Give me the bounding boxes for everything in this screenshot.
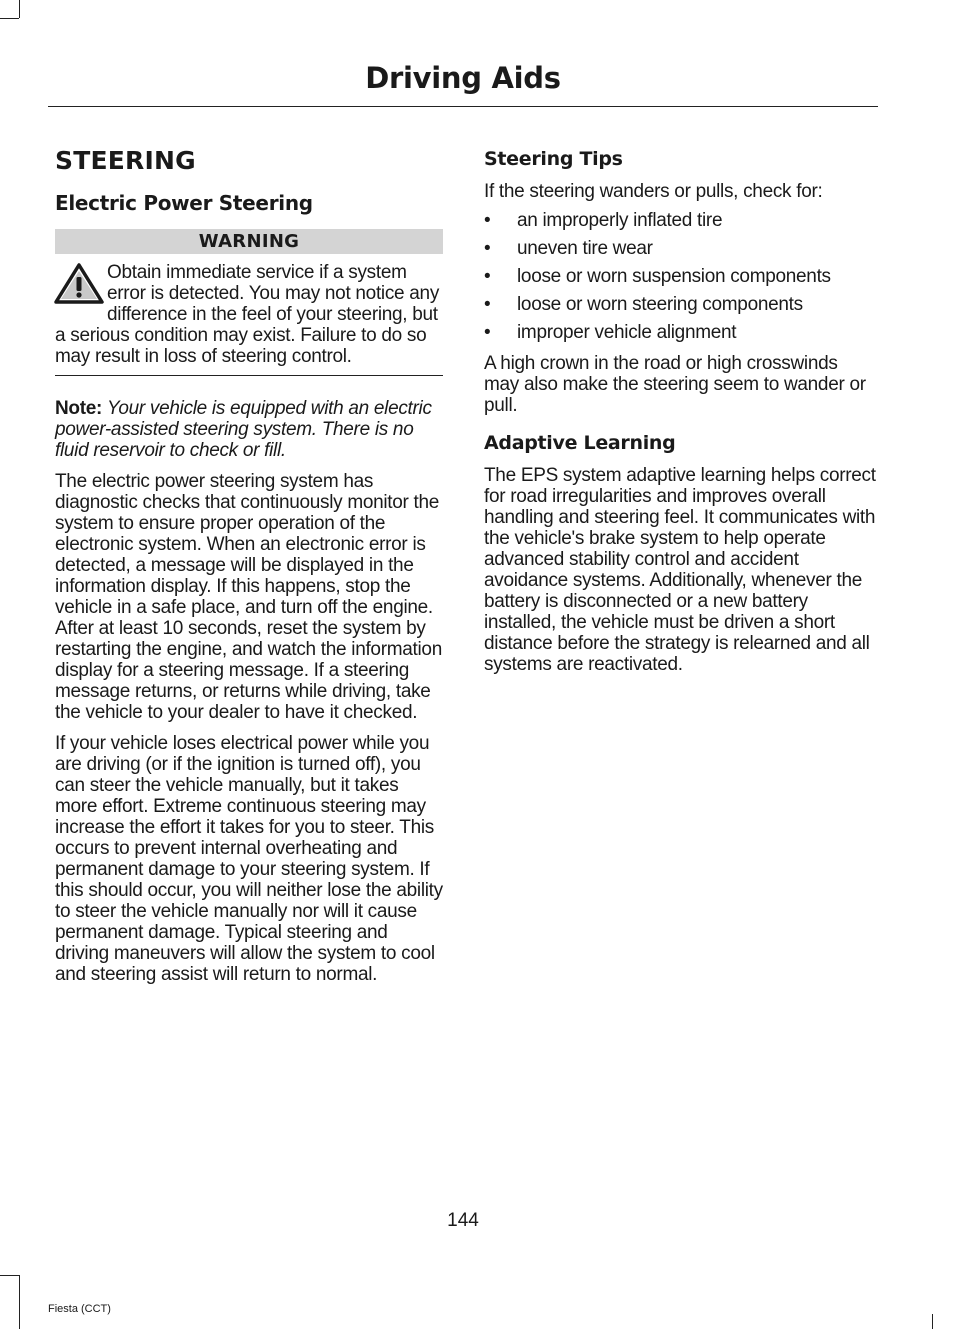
body-paragraph: If your vehicle loses electrical power while you are driving (or if the ignition is turned off), you can steer the vehicle manually, but it takes more effort. Extreme continuous steering may increase the effort it takes for you to steer. This occurs to prevent internal overheating and permanent damage to your steering system. If this should occur, you will neither lose the ability to steer the vehicle manually nor will it cause permanent damage. Typical steering and driving maneuvers will allow the system to cool and steering assist will return to normal. xyxy=(55,733,443,985)
warning-triangle-icon xyxy=(53,262,105,306)
warning-label: WARNING xyxy=(55,229,443,254)
subsection-title: Adaptive Learning xyxy=(484,432,676,454)
list-item xyxy=(484,238,876,259)
bullet: • xyxy=(484,266,491,287)
body-paragraph: A high crown in the road or high crosswinds may also make the steering seem to wander or pull. xyxy=(484,353,866,416)
bullet: • xyxy=(484,238,491,259)
list-item xyxy=(484,322,876,343)
bullet: • xyxy=(484,210,491,231)
list-item xyxy=(484,266,876,287)
divider xyxy=(55,375,443,376)
page-number: 144 xyxy=(447,1210,479,1231)
note-text: Your vehicle is equipped with an electric power-assisted steering system. There is no fluid reservoir to check or fill. xyxy=(55,398,432,461)
left-column xyxy=(55,140,443,995)
bullet: • xyxy=(484,294,491,315)
note-label: Note: xyxy=(55,398,103,419)
warning-box xyxy=(55,254,443,367)
crop-mark xyxy=(0,1275,19,1276)
note-paragraph xyxy=(55,398,443,461)
crop-mark xyxy=(0,18,19,19)
section-title: STEERING xyxy=(55,146,196,175)
list-item-text: uneven tire wear xyxy=(517,238,653,259)
tips-intro: If the steering wanders or pulls, check for: xyxy=(484,181,823,202)
list-item-text: an improperly inflated tire xyxy=(517,210,723,231)
bullet: • xyxy=(484,322,491,343)
page-title: Driving Aids xyxy=(365,61,561,95)
page-header xyxy=(48,58,878,107)
tips-list xyxy=(484,210,876,343)
body-paragraph: The EPS system adaptive learning helps correct for road irregularities and improves overall handling and steering feel. It communicates with the vehicle's brake system to help operate advanced stability control and accident avoidance systems. Additionally, whenever the battery is disconnected or a new battery installed, the vehicle must be driven a short distance before the strategy is relearned and all systems are reactivated. xyxy=(484,465,876,675)
body-paragraph: The electric power steering system has diagnostic checks that continuously monitor the system to ensure proper operation of the electronic system. When an electronic error is detected, a message will be displayed in the information display. If this happens, stop the vehicle in a safe place, and turn off the engine. After at least 10 seconds, reset the system by restarting the engine, and watch the information display for a steering message. If a steering message returns, or returns while driving, take the vehicle to your dealer to have it checked. xyxy=(55,471,442,723)
list-item xyxy=(484,210,876,231)
list-item-text: loose or worn steering components xyxy=(517,294,803,315)
crop-mark xyxy=(19,1275,20,1329)
warning-text: Obtain immediate service if a system error is detected. You may not notice any difference in the feel of your steering, but a serious condition may exist. Failure to do so may result in loss of steering control. xyxy=(55,262,440,367)
subsection-title: Electric Power Steering xyxy=(55,191,313,215)
list-item xyxy=(484,294,876,315)
crop-mark xyxy=(932,1314,933,1329)
footer-model: Fiesta (CCT) xyxy=(48,1303,111,1315)
subsection-title: Steering Tips xyxy=(484,148,623,170)
list-item-text: improper vehicle alignment xyxy=(517,322,737,343)
crop-mark xyxy=(19,0,20,18)
list-item-text: loose or worn suspension components xyxy=(517,266,831,287)
right-column xyxy=(484,140,876,685)
